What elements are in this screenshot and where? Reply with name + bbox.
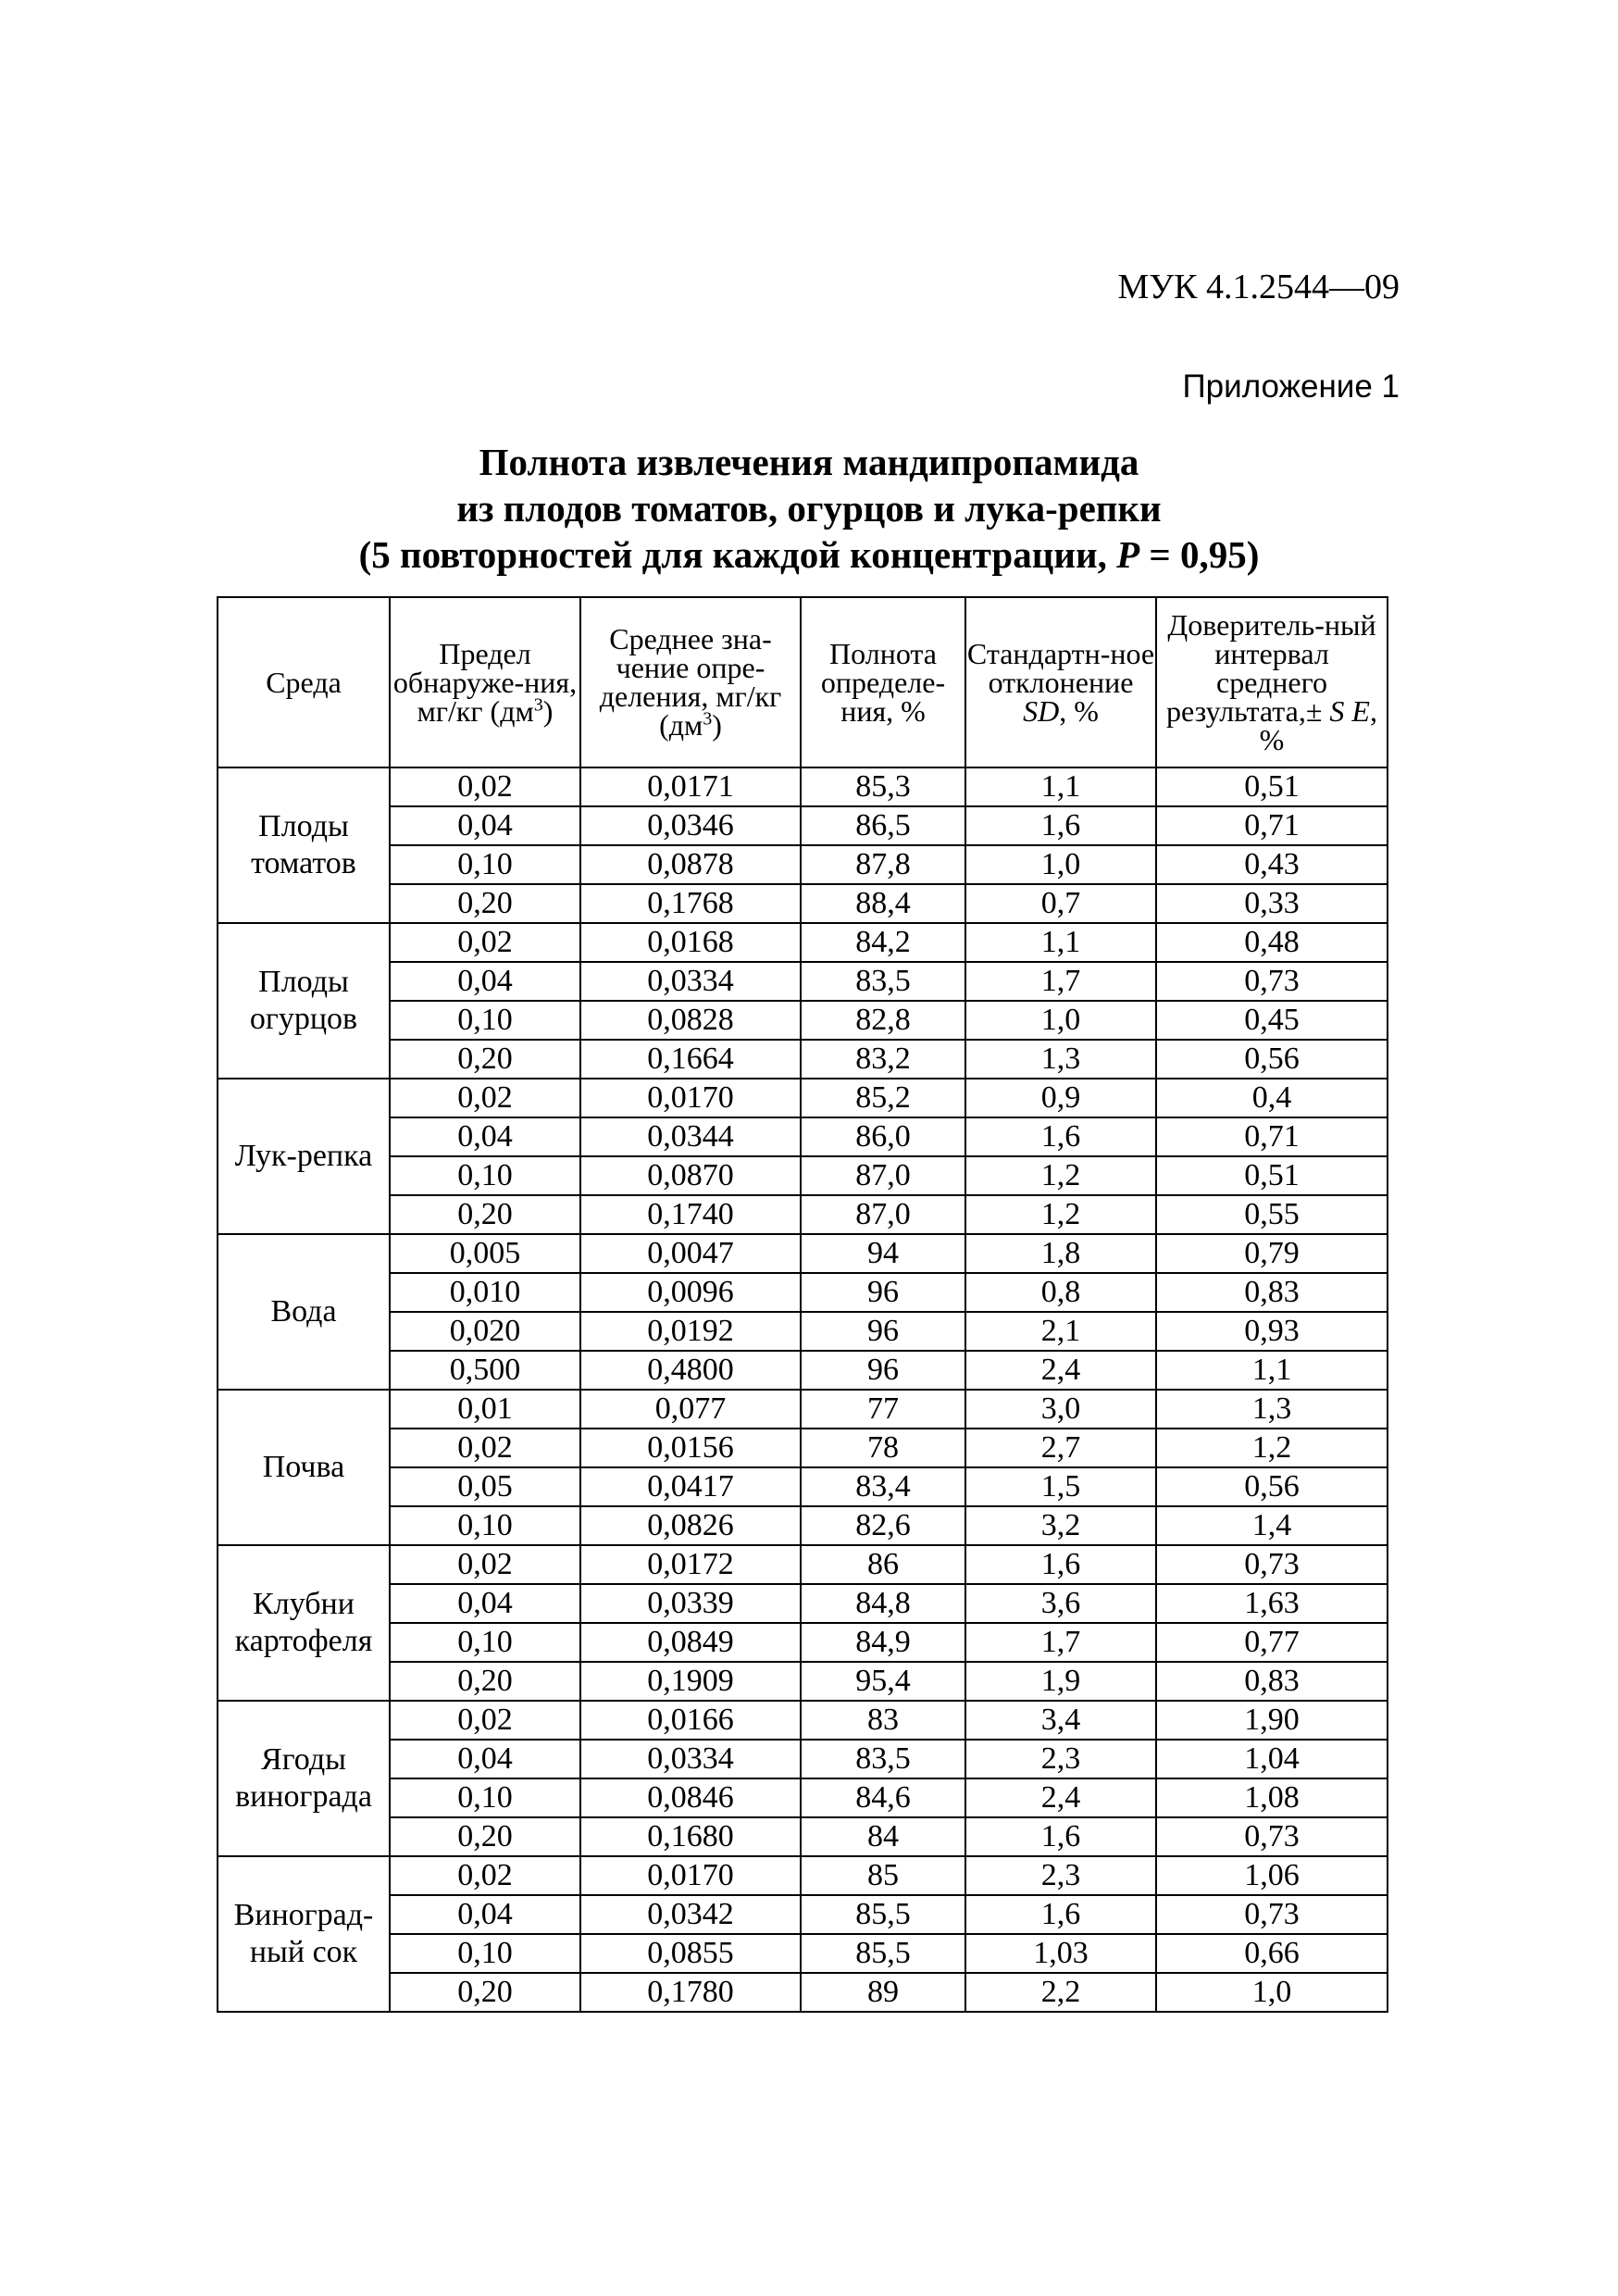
appendix-label: Приложение 1 [1182,368,1400,405]
detection-limit-cell: 0,500 [390,1351,580,1390]
detection-limit-cell: 0,04 [390,1895,580,1934]
table-body [218,767,1388,2012]
mean-value-cell: 0,1680 [580,1817,801,1856]
table-row [218,1506,1388,1545]
table-row [218,1273,1388,1312]
table-row [218,767,1388,806]
recovery-cell: 85,3 [801,767,965,806]
recovery-cell: 77 [801,1390,965,1429]
recovery-cell: 85,5 [801,1934,965,1973]
document-code: МУК 4.1.2544—09 [1117,268,1400,306]
table-row [218,1740,1388,1778]
recovery-cell: 96 [801,1351,965,1390]
confidence-interval-cell: 1,06 [1156,1856,1388,1895]
header-medium: Среда [218,597,390,767]
recovery-cell: 86,0 [801,1117,965,1156]
confidence-interval-cell: 0,45 [1156,1001,1388,1040]
std-deviation-cell: 0,7 [965,884,1156,923]
confidence-interval-cell: 0,73 [1156,962,1388,1001]
mean-value-cell: 0,0156 [580,1429,801,1467]
recovery-cell: 84 [801,1817,965,1856]
table-row [218,1429,1388,1467]
recovery-cell: 83,2 [801,1040,965,1079]
std-deviation-cell: 1,9 [965,1662,1156,1701]
confidence-interval-cell: 0,93 [1156,1312,1388,1351]
medium-cell: Плоды огурцов [218,923,390,1079]
confidence-interval-cell: 0,71 [1156,806,1388,845]
table-row [218,1040,1388,1079]
mean-value-cell: 0,0172 [580,1545,801,1584]
mean-value-cell: 0,0344 [580,1117,801,1156]
recovery-cell: 87,0 [801,1156,965,1195]
recovery-cell: 85 [801,1856,965,1895]
table-row [218,1662,1388,1701]
mean-value-cell: 0,0047 [580,1234,801,1273]
mean-value-cell: 0,4800 [580,1351,801,1390]
std-deviation-cell: 1,3 [965,1040,1156,1079]
detection-limit-cell: 0,02 [390,1079,580,1117]
mean-value-cell: 0,0334 [580,962,801,1001]
title-line-3 [0,531,1618,578]
recovery-cell: 86 [801,1545,965,1584]
detection-limit-cell: 0,10 [390,1623,580,1662]
recovery-cell: 88,4 [801,884,965,923]
detection-limit-cell: 0,10 [390,1506,580,1545]
title-probability-variable: P [1116,533,1140,576]
detection-limit-cell: 0,20 [390,1817,580,1856]
table-row [218,1778,1388,1817]
table-row [218,1467,1388,1506]
std-deviation-cell: 2,7 [965,1429,1156,1467]
confidence-interval-cell: 0,56 [1156,1467,1388,1506]
std-deviation-cell: 3,4 [965,1701,1156,1740]
std-deviation-cell: 1,03 [965,1934,1156,1973]
confidence-interval-cell: 1,1 [1156,1351,1388,1390]
confidence-interval-cell: 0,73 [1156,1895,1388,1934]
confidence-interval-cell: 1,4 [1156,1506,1388,1545]
recovery-cell: 94 [801,1234,965,1273]
std-deviation-cell: 3,0 [965,1390,1156,1429]
detection-limit-cell: 0,05 [390,1467,580,1506]
detection-limit-cell: 0,020 [390,1312,580,1351]
recovery-cell: 96 [801,1273,965,1312]
confidence-interval-cell: 1,2 [1156,1429,1388,1467]
confidence-interval-cell: 0,51 [1156,1156,1388,1195]
std-deviation-cell: 2,4 [965,1351,1156,1390]
mean-value-cell: 0,0417 [580,1467,801,1506]
confidence-interval-cell: 0,48 [1156,923,1388,962]
mean-value-cell: 0,077 [580,1390,801,1429]
std-deviation-cell: 2,3 [965,1740,1156,1778]
detection-limit-cell: 0,02 [390,1856,580,1895]
recovery-cell: 84,6 [801,1778,965,1817]
std-deviation-cell: 1,6 [965,1817,1156,1856]
confidence-interval-cell: 0,83 [1156,1273,1388,1312]
detection-limit-cell: 0,10 [390,1934,580,1973]
medium-cell: Вода [218,1234,390,1390]
table-row [218,962,1388,1001]
detection-limit-cell: 0,04 [390,962,580,1001]
std-deviation-cell: 1,6 [965,1117,1156,1156]
table-row [218,1001,1388,1040]
table-row [218,923,1388,962]
mean-value-cell: 0,1664 [580,1040,801,1079]
table-row [218,1584,1388,1623]
std-deviation-cell: 2,3 [965,1856,1156,1895]
mean-value-cell: 0,0170 [580,1856,801,1895]
detection-limit-cell: 0,010 [390,1273,580,1312]
table-row [218,1545,1388,1584]
header-mean-value-sup: 3 [703,708,713,730]
header-std-deviation-var: SD [1023,693,1060,728]
table-row [218,1195,1388,1234]
detection-limit-cell: 0,20 [390,1195,580,1234]
table-header-row [218,597,1388,767]
table-row [218,1973,1388,2012]
mean-value-cell: 0,0342 [580,1895,801,1934]
medium-cell: Виноград-ный сок [218,1856,390,2012]
header-std-deviation-text: Стандартн-ное отклонение [966,636,1155,699]
detection-limit-cell: 0,04 [390,1584,580,1623]
header-detection-limit-close: ) [542,693,554,728]
std-deviation-cell: 2,4 [965,1778,1156,1817]
header-mean-value [580,597,801,767]
detection-limit-cell: 0,04 [390,806,580,845]
std-deviation-cell: 2,1 [965,1312,1156,1351]
recovery-cell: 83 [801,1701,965,1740]
medium-cell: Ягоды винограда [218,1701,390,1856]
std-deviation-cell: 1,1 [965,767,1156,806]
confidence-interval-cell: 0,55 [1156,1195,1388,1234]
table-row [218,884,1388,923]
recovery-cell: 83,5 [801,1740,965,1778]
mean-value-cell: 0,0878 [580,845,801,884]
confidence-interval-cell: 0,83 [1156,1662,1388,1701]
confidence-interval-cell: 1,3 [1156,1390,1388,1429]
header-confidence-interval [1156,597,1388,767]
std-deviation-cell: 1,0 [965,845,1156,884]
mean-value-cell: 0,1780 [580,1973,801,2012]
std-deviation-cell: 1,0 [965,1001,1156,1040]
recovery-cell: 87,8 [801,845,965,884]
mean-value-cell: 0,0828 [580,1001,801,1040]
confidence-interval-cell: 0,77 [1156,1623,1388,1662]
recovery-cell: 84,9 [801,1623,965,1662]
title-line-3-suffix: = 0,95) [1139,533,1260,576]
mean-value-cell: 0,0170 [580,1079,801,1117]
confidence-interval-cell: 0,43 [1156,845,1388,884]
table-row [218,1817,1388,1856]
mean-value-cell: 0,1740 [580,1195,801,1234]
confidence-interval-cell: 0,56 [1156,1040,1388,1079]
table-title [0,439,1618,578]
std-deviation-cell: 1,6 [965,1545,1156,1584]
detection-limit-cell: 0,10 [390,1778,580,1817]
std-deviation-cell: 1,2 [965,1156,1156,1195]
std-deviation-cell: 1,1 [965,923,1156,962]
table-row [218,1234,1388,1273]
mean-value-cell: 0,1909 [580,1662,801,1701]
recovery-cell: 85,2 [801,1079,965,1117]
std-deviation-cell: 0,9 [965,1079,1156,1117]
header-std-deviation-unit: , % [1059,693,1099,728]
recovery-cell: 78 [801,1429,965,1467]
mean-value-cell: 0,0171 [580,767,801,806]
confidence-interval-cell: 1,08 [1156,1778,1388,1817]
table-row [218,1390,1388,1429]
detection-limit-cell: 0,005 [390,1234,580,1273]
recovery-cell: 87,0 [801,1195,965,1234]
detection-limit-cell: 0,10 [390,845,580,884]
confidence-interval-cell: 1,0 [1156,1973,1388,2012]
mean-value-cell: 0,0855 [580,1934,801,1973]
confidence-interval-cell: 0,71 [1156,1117,1388,1156]
mean-value-cell: 0,0168 [580,923,801,962]
recovery-cell: 89 [801,1973,965,2012]
medium-cell: Почва [218,1390,390,1545]
std-deviation-cell: 1,6 [965,806,1156,845]
mean-value-cell: 0,0826 [580,1506,801,1545]
table-row [218,1156,1388,1195]
std-deviation-cell: 0,8 [965,1273,1156,1312]
detection-limit-cell: 0,20 [390,884,580,923]
table-row [218,1701,1388,1740]
medium-cell: Клубни картофеля [218,1545,390,1701]
medium-cell: Лук-репка [218,1079,390,1234]
recovery-cell: 84,8 [801,1584,965,1623]
table-row [218,1079,1388,1117]
std-deviation-cell: 2,2 [965,1973,1156,2012]
table-row [218,845,1388,884]
confidence-interval-cell: 0,33 [1156,884,1388,923]
detection-limit-cell: 0,10 [390,1156,580,1195]
std-deviation-cell: 1,5 [965,1467,1156,1506]
detection-limit-cell: 0,04 [390,1117,580,1156]
table-row [218,1856,1388,1895]
medium-cell: Плоды томатов [218,767,390,923]
confidence-interval-cell: 1,90 [1156,1701,1388,1740]
header-confidence-interval-unit: , % [1259,693,1377,756]
recovery-table [217,596,1388,2013]
title-line-3-prefix: (5 повторностей для каждой концентрации, [358,533,1117,576]
header-confidence-interval-var: S E [1329,693,1370,728]
confidence-interval-cell: 1,04 [1156,1740,1388,1778]
header-detection-limit-sup: 3 [533,693,543,715]
recovery-cell: 82,8 [801,1001,965,1040]
table-row [218,1351,1388,1390]
mean-value-cell: 0,0096 [580,1273,801,1312]
detection-limit-cell: 0,02 [390,767,580,806]
detection-limit-cell: 0,20 [390,1040,580,1079]
table-row [218,806,1388,845]
header-confidence-interval-text: Доверитель-ный интервал среднего результата,± [1166,607,1376,728]
std-deviation-cell: 1,8 [965,1234,1156,1273]
table-row [218,1312,1388,1351]
mean-value-cell: 0,0346 [580,806,801,845]
header-detection-limit-text: Предел обнаруже-ния, мг/кг (дм [392,636,578,728]
recovery-cell: 86,5 [801,806,965,845]
table-row [218,1623,1388,1662]
std-deviation-cell: 1,6 [965,1895,1156,1934]
header-std-deviation [965,597,1156,767]
detection-limit-cell: 0,02 [390,1429,580,1467]
detection-limit-cell: 0,20 [390,1662,580,1701]
header-recovery: Полнота определе-ния, % [801,597,965,767]
confidence-interval-cell: 0,51 [1156,767,1388,806]
confidence-interval-cell: 0,73 [1156,1545,1388,1584]
mean-value-cell: 0,0849 [580,1623,801,1662]
mean-value-cell: 0,0334 [580,1740,801,1778]
recovery-cell: 85,5 [801,1895,965,1934]
recovery-cell: 95,4 [801,1662,965,1701]
confidence-interval-cell: 0,73 [1156,1817,1388,1856]
mean-value-cell: 0,0192 [580,1312,801,1351]
recovery-cell: 96 [801,1312,965,1351]
mean-value-cell: 0,1768 [580,884,801,923]
recovery-cell: 82,6 [801,1506,965,1545]
confidence-interval-cell: 0,4 [1156,1079,1388,1117]
detection-limit-cell: 0,20 [390,1973,580,2012]
std-deviation-cell: 1,7 [965,1623,1156,1662]
recovery-cell: 84,2 [801,923,965,962]
table-row [218,1934,1388,1973]
header-detection-limit [390,597,580,767]
title-line-1: Полнота извлечения мандипропамида [479,441,1139,483]
detection-limit-cell: 0,02 [390,923,580,962]
detection-limit-cell: 0,01 [390,1390,580,1429]
std-deviation-cell: 1,7 [965,962,1156,1001]
std-deviation-cell: 1,2 [965,1195,1156,1234]
detection-limit-cell: 0,04 [390,1740,580,1778]
title-line-2: из плодов томатов, огурцов и лука-репки [456,487,1162,530]
table-row [218,1117,1388,1156]
confidence-interval-cell: 0,66 [1156,1934,1388,1973]
header-mean-value-text: Среднее зна-чение опре-деления, мг/кг (дм [599,622,782,742]
mean-value-cell: 0,0846 [580,1778,801,1817]
detection-limit-cell: 0,02 [390,1545,580,1584]
table-row [218,1895,1388,1934]
confidence-interval-cell: 1,63 [1156,1584,1388,1623]
recovery-cell: 83,5 [801,962,965,1001]
confidence-interval-cell: 0,79 [1156,1234,1388,1273]
header-mean-value-close: ) [712,708,722,742]
mean-value-cell: 0,0166 [580,1701,801,1740]
recovery-cell: 83,4 [801,1467,965,1506]
mean-value-cell: 0,0870 [580,1156,801,1195]
std-deviation-cell: 3,2 [965,1506,1156,1545]
std-deviation-cell: 3,6 [965,1584,1156,1623]
detection-limit-cell: 0,10 [390,1001,580,1040]
detection-limit-cell: 0,02 [390,1701,580,1740]
mean-value-cell: 0,0339 [580,1584,801,1623]
